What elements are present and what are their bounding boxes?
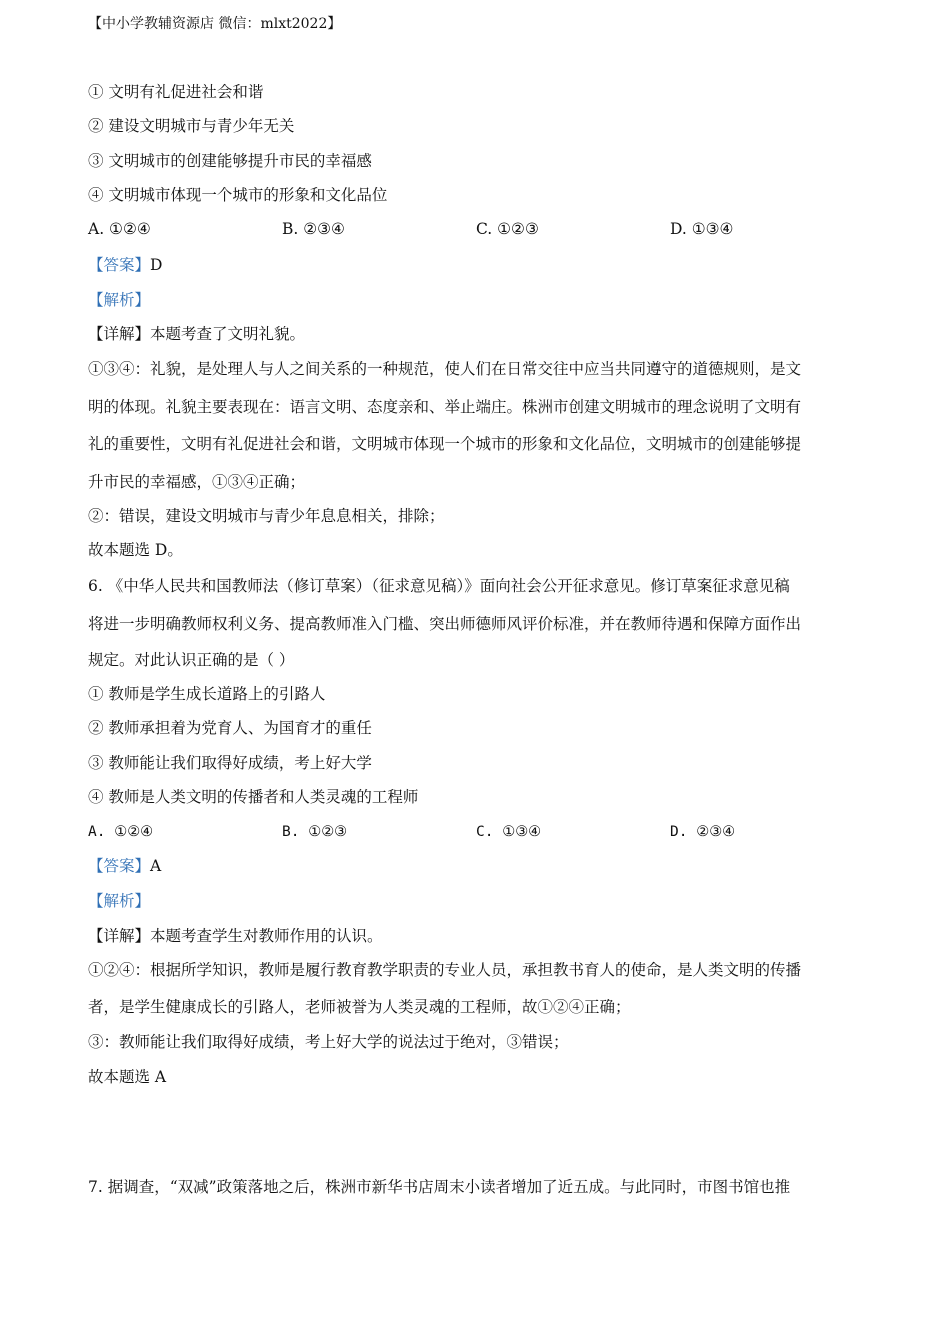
q5-detail-line [88,324,305,344]
q6-explanation-3: ③：教师能让我们取得好成绩，考上好大学的说法过于绝对，③错误； [88,1033,569,1051]
q5-answer-label: 【答案】 [88,256,151,274]
q5-explanation-5: ②：错误，建设文明城市与青少年息息相关，排除； [88,507,445,525]
q5-option-a: A. ①②④ [88,220,151,238]
q6-stem-2: 将进一步明确教师权利义务、提高教师准入门槛、突出师德师风评价标准，并在教师待遇和保障方面作出 [88,615,802,633]
q6-detail-intro: 本题考查学生对教师作用的认识。 [150,927,383,945]
q5-explanation-3: 礼的重要性，文明有礼促进社会和谐，文明城市体现一个城市的形象和文化品位，文明城市的创建能够提 [88,435,802,453]
q6-answer-line [88,856,161,876]
q6-option-a: A. ①②④ [88,824,154,840]
q5-explanation-4: 升市民的幸福感，①③④正确； [88,473,306,491]
q6-explanation-1: ①②④：根据所学知识，教师是履行教育教学职责的专业人员，承担教书育人的使命，是人类文明的传播 [88,961,802,979]
q6-answer-label: 【答案】 [88,857,151,875]
q5-explanation-6: 故本题选 D。 [88,541,183,559]
q6-statement-1: ① 教师是学生成长道路上的引路人 [88,685,326,703]
q6-statement-3: ③ 教师能让我们取得好成绩，考上好大学 [88,754,372,772]
q5-detail-intro: 本题考查了文明礼貌。 [150,325,306,343]
q5-statement-2: ② 建设文明城市与青少年无关 [88,117,295,135]
q5-analysis-label: 【解析】 [88,291,151,309]
q5-option-b: B. ②③④ [282,220,345,238]
q6-explanation-4: 故本题选 A [88,1068,167,1086]
q5-option-c: C. ①②③ [476,220,539,238]
q6-explanation-2: 者，是学生健康成长的引路人，老师被誉为人类灵魂的工程师，故①②④正确； [88,998,631,1016]
q5-explanation-1: ①③④：礼貌，是处理人与人之间关系的一种规范，使人们在日常交往中应当共同遵守的道德规则，是文 [88,360,802,378]
q6-option-c: C. ①③④ [476,824,542,840]
q5-statement-4: ④ 文明城市体现一个城市的形象和文化品位 [88,186,388,204]
q6-option-d: D. ②③④ [670,824,736,840]
q7-stem-1: 7. 据调查，“双减”政策落地之后，株洲市新华书店周末小读者增加了近五成。与此同时，市图书馆也推 [88,1178,791,1196]
q6-stem-3: 规定。对此认识正确的是（ ） [88,651,295,669]
q5-answer: D [150,256,163,274]
q6-detail-label: 【详解】 [88,927,151,945]
q6-detail-line [88,926,383,946]
q5-explanation-2: 明的体现。礼貌主要表现在：语言文明、态度亲和、举止端庄。株洲市创建文明城市的理念说明了文明有 [88,398,802,416]
q5-option-d: D. ①③④ [670,220,734,238]
q6-statement-4: ④ 教师是人类文明的传播者和人类灵魂的工程师 [88,788,419,806]
q6-analysis-label: 【解析】 [88,892,151,910]
page-header: 【中小学教辅资源店 微信：mlxt2022】 [88,16,342,32]
q5-statement-1: ① 文明有礼促进社会和谐 [88,83,264,101]
q5-answer-line [88,255,162,275]
q5-statement-3: ③ 文明城市的创建能够提升市民的幸福感 [88,152,372,170]
q5-detail-label: 【详解】 [88,325,151,343]
q6-stem-1: 6. 《中华人民共和国教师法（修订草案）（征求意见稿）》面向社会公开征求意见。修订草案征求意见稿 [88,577,790,595]
q6-statement-2: ② 教师承担着为党育人、为国育才的重任 [88,719,372,737]
q6-answer: A [150,857,162,875]
q6-option-b: B. ①②③ [282,824,348,840]
